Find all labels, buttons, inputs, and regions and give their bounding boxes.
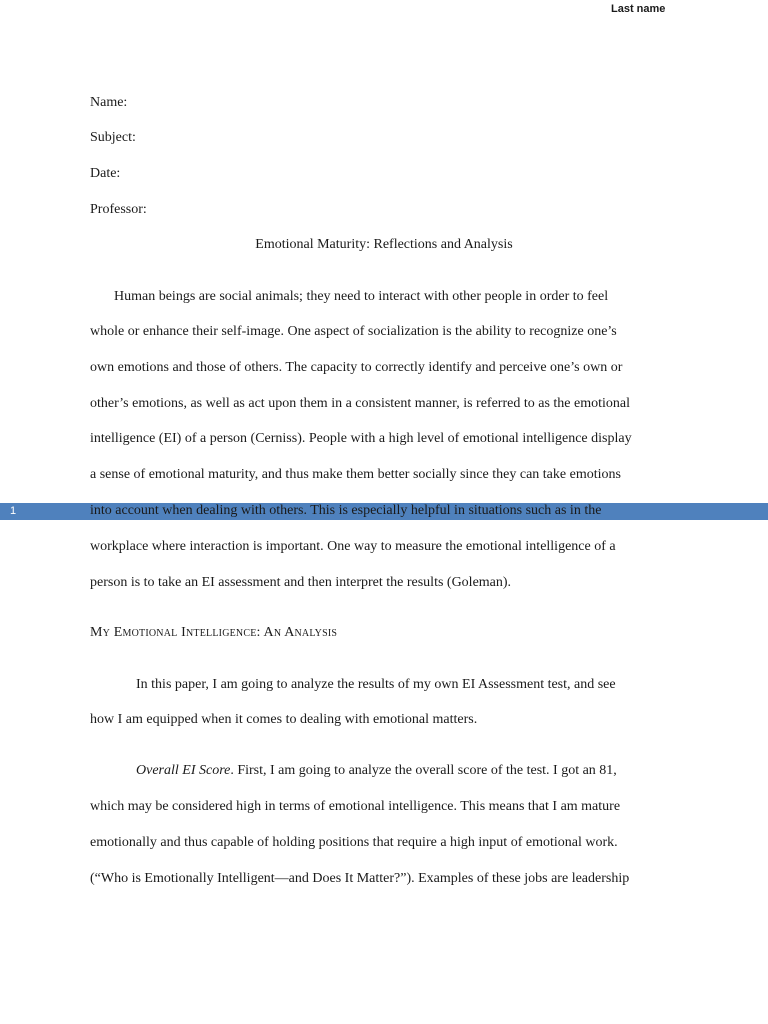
intro-line: person is to take an EI assessment and then interpret the results (Goleman).	[90, 575, 512, 590]
intro-line: Human beings are social animals; they need to interact with other people in order to feel	[114, 289, 609, 304]
date-field: Date:	[90, 166, 121, 181]
overall-subheading: Overall EI Score	[136, 763, 231, 778]
overall-first-line-rest: . First, I am going to analyze the overall score of the test. I got an 81,	[230, 763, 617, 778]
overall-first-line	[136, 762, 617, 780]
overall-line: emotionally and thus capable of holding positions that require a high input of emotional work.	[90, 835, 618, 850]
paper-title: Emotional Maturity: Reflections and Analysis	[255, 237, 513, 252]
intro-line: into account when dealing with others. This is especially helpful in situations such as in the	[90, 503, 602, 518]
intro-line: whole or enhance their self-image. One aspect of socialization is the ability to recognize one’s	[90, 324, 617, 339]
intro-line: intelligence (EI) of a person (Cerniss). People with a high level of emotional intelligence display	[90, 431, 632, 446]
intro-line: a sense of emotional maturity, and thus make them better socially since they can take emotions	[90, 467, 621, 482]
overall-line: which may be considered high in terms of emotional intelligence. This means that I am mature	[90, 799, 621, 814]
section-heading: My Emotional Intelligence: An Analysis	[90, 625, 338, 640]
running-head: Last name	[611, 3, 666, 15]
intro-line: own emotions and those of others. The capacity to correctly identify and perceive one’s own or	[90, 360, 623, 375]
section-line: In this paper, I am going to analyze the results of my own EI Assessment test, and see	[136, 677, 616, 692]
intro-line: workplace where interaction is important. One way to measure the emotional intelligence of a	[90, 539, 616, 554]
overall-line: (“Who is Emotionally Intelligent—and Does It Matter?”). Examples of these jobs are leadership	[90, 871, 630, 886]
page-number: 1	[10, 505, 17, 517]
intro-line: other’s emotions, as well as act upon them in a consistent manner, is referred to as the emotional	[90, 396, 630, 411]
name-field: Name:	[90, 95, 128, 110]
subject-field: Subject:	[90, 130, 136, 145]
professor-field: Professor:	[90, 202, 147, 217]
section-line: how I am equipped when it comes to dealing with emotional matters.	[90, 712, 478, 727]
